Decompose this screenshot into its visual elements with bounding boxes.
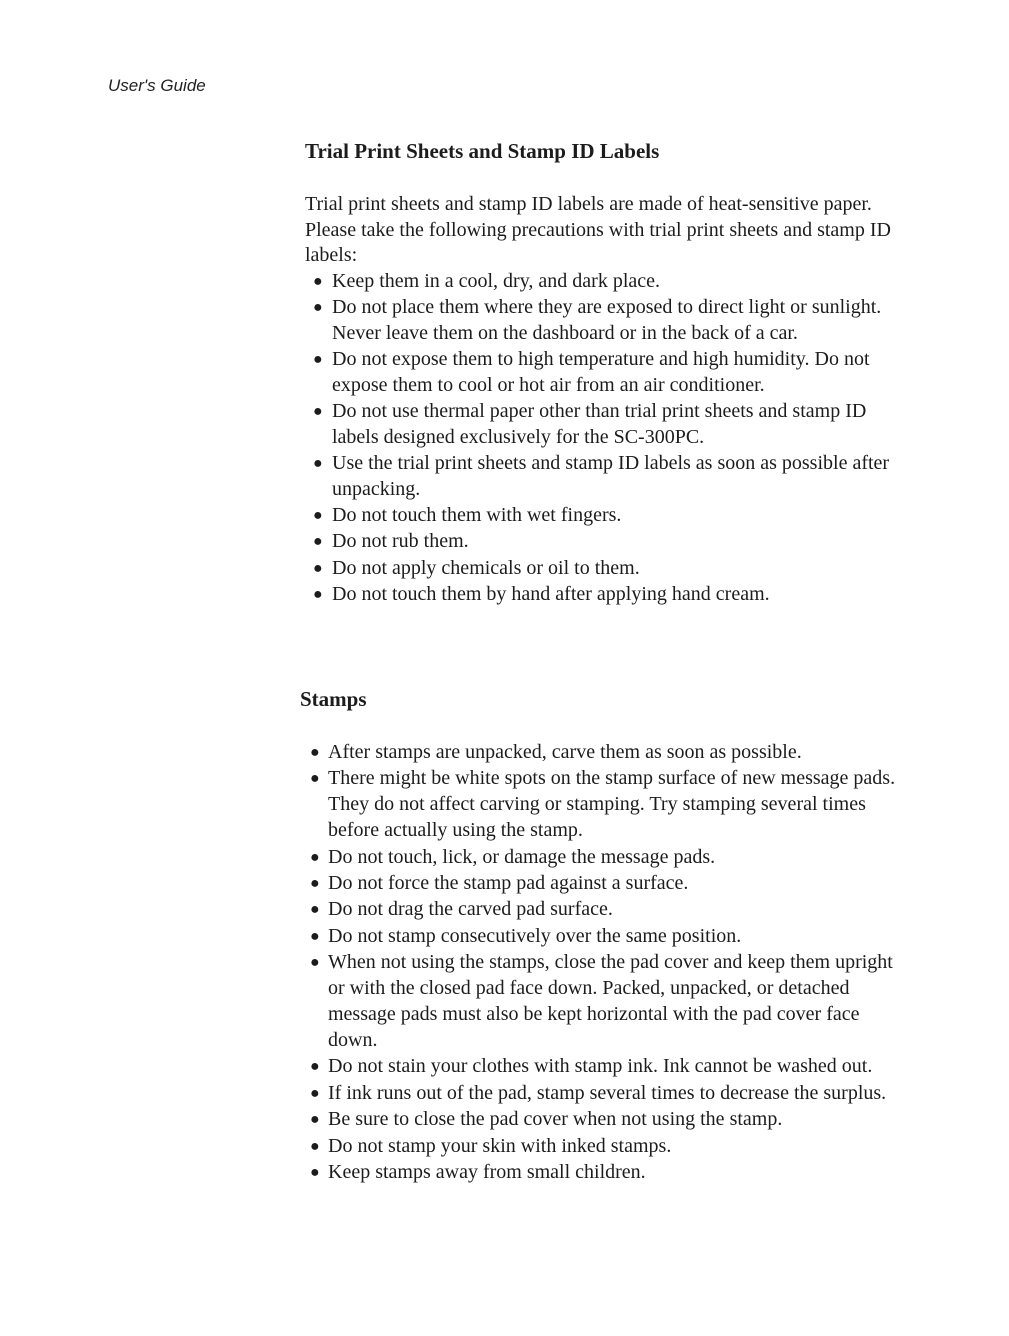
bullet-icon: ● <box>310 770 320 788</box>
list-item <box>305 582 905 608</box>
bullet-icon: ● <box>313 559 323 577</box>
list-item <box>300 1160 905 1186</box>
list-item-text: After stamps are unpacked, carve them as soon as possible. <box>328 741 802 763</box>
bullet-icon: ● <box>310 1058 320 1076</box>
list-item-text: Do not stamp consecutively over the same position. <box>328 924 742 947</box>
bullet-icon: ● <box>310 1164 320 1181</box>
list-item-text: Do not expose them to high temperature and high humidity. Do not expose them to cool or hot air from an air conditioner. <box>332 347 870 396</box>
section-heading-trial-print: Trial Print Sheets and Stamp ID Labels <box>305 139 660 163</box>
bullet-icon: ● <box>310 1111 320 1129</box>
list-item <box>305 295 905 347</box>
trial-print-intro: Trial print sheets and stamp ID labels are made of heat-sensitive paper. Please take the following precautions with trial print sheets and stamp ID labels: <box>305 193 891 266</box>
list-item <box>305 399 905 451</box>
list-item <box>300 871 905 897</box>
list-item-text: If ink runs out of the pad, stamp several times to decrease the surplus. <box>328 1081 887 1104</box>
list-item <box>300 1107 905 1133</box>
stamps-precautions-list <box>300 740 905 1186</box>
bullet-icon: ● <box>310 1084 320 1102</box>
list-item-text: Do not force the stamp pad against a surface. <box>328 872 689 895</box>
list-item <box>305 529 905 555</box>
list-item <box>300 950 905 1054</box>
list-item-text: Keep stamps away from small children. <box>328 1161 646 1183</box>
bullet-icon: ● <box>313 350 323 368</box>
bullet-icon: ● <box>313 272 323 290</box>
trial-print-precautions-list <box>305 269 905 608</box>
bullet-icon: ● <box>310 954 320 972</box>
list-item <box>305 347 905 399</box>
list-item <box>305 503 905 529</box>
bullet-icon: ● <box>310 744 320 761</box>
bullet-icon: ● <box>313 402 323 420</box>
list-item <box>305 451 905 503</box>
list-item-text: When not using the stamps, close the pad cover and keep them upright or with the closed pad face down. Packed, unpacked, or detached message pads must also be kept horizontal with the pad cover face down. <box>328 951 893 1051</box>
list-item-text: Do not drag the carved pad surface. <box>328 898 613 921</box>
section-heading-stamps: Stamps <box>300 687 367 711</box>
bullet-icon: ● <box>313 507 323 525</box>
list-item <box>305 269 905 295</box>
list-item <box>300 1134 905 1160</box>
bullet-icon: ● <box>310 927 320 945</box>
list-item <box>300 897 905 923</box>
list-item-text: Keep them in a cool, dry, and dark place. <box>332 269 661 292</box>
stamps-section <box>300 685 905 1186</box>
list-item <box>300 1081 905 1107</box>
running-header: User's Guide <box>108 76 206 95</box>
bullet-icon: ● <box>310 875 320 893</box>
list-item-text: Do not use thermal paper other than trial print sheets and stamp ID labels designed exclusively for the SC-300PC. <box>332 399 867 448</box>
list-item-text: Do not touch them with wet fingers. <box>332 504 622 527</box>
bullet-icon: ● <box>313 533 323 551</box>
list-item-text: Do not touch, lick, or damage the message pads. <box>328 845 716 868</box>
list-item-text: Be sure to close the pad cover when not using the stamp. <box>328 1108 783 1131</box>
bullet-icon: ● <box>313 298 323 316</box>
list-item-text: Do not stamp your skin with inked stamps. <box>328 1134 672 1157</box>
list-item-text: Do not place them where they are exposed to direct light or sunlight. Never leave them on the dashboard or in the back of a car. <box>332 295 882 344</box>
list-item <box>300 845 905 871</box>
list-item-text: Do not touch them by hand after applying hand cream. <box>332 583 770 606</box>
list-item-text: Use the trial print sheets and stamp ID labels as soon as possible after unpacking. <box>332 452 890 500</box>
list-item <box>300 924 905 950</box>
bullet-icon: ● <box>310 1137 320 1155</box>
list-item-text: There might be white spots on the stamp surface of new message pads. They do not affect carving or stamping. Try stamping several times before actually using the stamp. <box>328 767 896 842</box>
list-item-text: Do not apply chemicals or oil to them. <box>332 556 640 579</box>
bullet-icon: ● <box>310 848 320 866</box>
list-item <box>305 556 905 582</box>
list-item <box>300 1054 905 1080</box>
bullet-icon: ● <box>313 586 323 604</box>
list-item-text: Do not rub them. <box>332 530 469 553</box>
list-item <box>300 766 905 844</box>
bullet-icon: ● <box>310 901 320 919</box>
list-item-text: Do not stain your clothes with stamp ink. Ink cannot be washed out. <box>328 1055 873 1078</box>
trial-print-section <box>305 137 905 608</box>
bullet-icon: ● <box>313 455 323 473</box>
list-item <box>300 740 905 766</box>
